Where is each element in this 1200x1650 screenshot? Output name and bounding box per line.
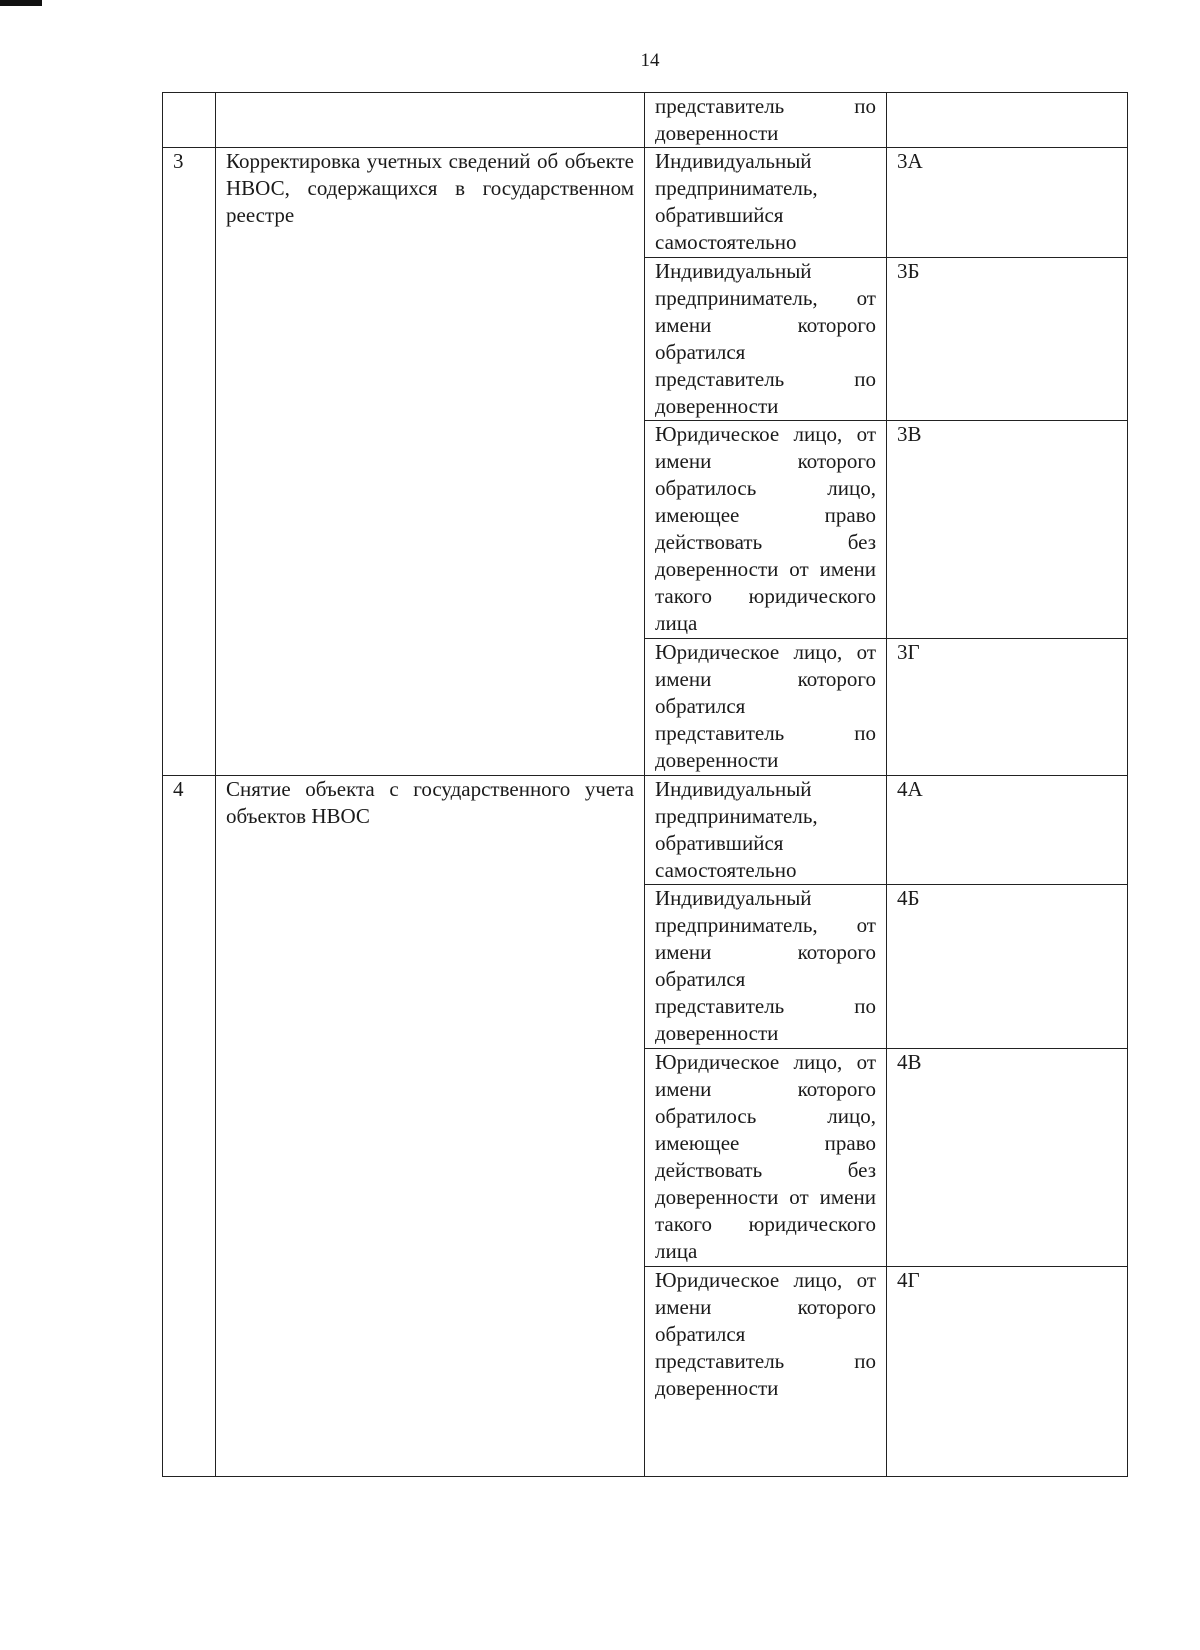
scan-corner-mark — [0, 0, 42, 6]
variant-code-cell: 4В — [887, 1049, 1128, 1267]
applicant-cell: Юридическое лицо, от имени которого обратилось лицо, имеющее право действовать без доверенности от имени такого юридического лица — [645, 421, 887, 639]
applicant-cell: Индивидуальный предприниматель, от имени которого обратился представитель по доверенности — [645, 257, 887, 421]
row-number-cell: 3 — [163, 148, 216, 776]
variant-code-cell: 3В — [887, 421, 1128, 639]
variant-code-cell: 3Б — [887, 257, 1128, 421]
applicant-cell: Юридическое лицо, от имени которого обратился представитель по доверенности — [645, 639, 887, 776]
variant-code-cell: 4Г — [887, 1267, 1128, 1477]
variant-code-cell: 4А — [887, 775, 1128, 884]
table-row-continuation — [163, 93, 1128, 148]
applicant-cell: представитель по доверенности — [645, 93, 887, 148]
applicant-cell: Индивидуальный предприниматель, от имени которого обратился представитель по доверенности — [645, 885, 887, 1049]
service-name-cell: Корректировка учетных сведений об объекте НВОС, содержащихся в государственном реестре — [216, 148, 645, 776]
applicant-cell: Юридическое лицо, от имени которого обратилось лицо, имеющее право действовать без доверенности от имени такого юридического лица — [645, 1049, 887, 1267]
table-row — [163, 148, 1128, 257]
row-number-cell — [163, 93, 216, 148]
applicant-cell: Индивидуальный предприниматель, обратившийся самостоятельно — [645, 775, 887, 884]
services-table — [162, 92, 1128, 1477]
row-number-cell: 4 — [163, 775, 216, 1476]
page-number: 14 — [640, 50, 660, 71]
applicant-cell: Юридическое лицо, от имени которого обратился представитель по доверенности — [645, 1267, 887, 1477]
service-name-cell — [216, 93, 645, 148]
variant-code-cell: 3А — [887, 148, 1128, 257]
table-row — [163, 775, 1128, 884]
variant-code-cell: 3Г — [887, 639, 1128, 776]
service-name-cell: Снятие объекта с государственного учета объектов НВОС — [216, 775, 645, 1476]
variant-code-cell: 4Б — [887, 885, 1128, 1049]
variant-code-cell — [887, 93, 1128, 148]
applicant-cell: Индивидуальный предприниматель, обратившийся самостоятельно — [645, 148, 887, 257]
